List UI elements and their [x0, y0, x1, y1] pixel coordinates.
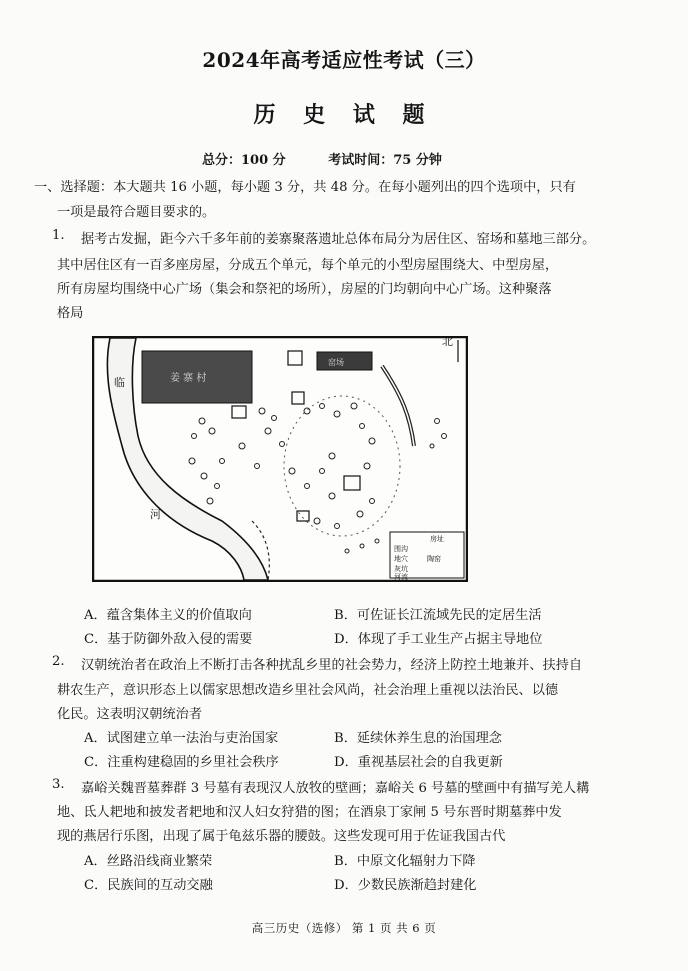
question-3-option-a: A．丝路沿线商业繁荣 [84, 854, 213, 869]
legend-ditch: 围沟 [394, 545, 408, 553]
exam-meta [202, 149, 442, 168]
question-2-option-d: D．重视基层社会的自我更新 [334, 755, 503, 770]
question-3-option-c: C．民族间的互动交融 [84, 878, 213, 893]
kiln-block [317, 352, 372, 370]
question-3-line: 嘉峪关魏晋墓葬群 3 号墓有表现汉人放牧的壁画；嘉峪关 6 号墓的壁画中有描写羌人耩 [81, 781, 590, 796]
jiangzhai-settlement-map [92, 336, 468, 582]
question-1-option-d: D．体现了手工业生产占据主导地位 [334, 632, 543, 647]
legend-house: 房址 [430, 535, 444, 543]
page-footer: 高三历史（选修） 第 1 页 共 6 页 [251, 921, 437, 935]
map-river-label: 临 [114, 376, 125, 389]
question-3-line: 地、氐人耙地和披发者耙地和汉人妇女狩猎的图；在酒泉丁家闸 5 号东晋时期墓葬中发 [57, 805, 562, 820]
question-1-line: 所有房屋均围绕中心广场（集会和祭祀的场所），房屋的门均朝向中心广场。这种聚落 [57, 282, 552, 297]
legend-kiln: 陶窑 [427, 555, 441, 563]
question-2-line: 耕农生产，意识形态上以儒家思想改造乡里社会风尚，社会治理上重视以法治民、以德 [57, 683, 559, 698]
map-river-label: 河 [150, 508, 161, 521]
map-kiln-label: 窑场 [328, 358, 344, 367]
exam-title: 2024年高考适应性考试（三） [202, 48, 486, 72]
question-1-option-b: B．可佐证长江流域先民的定居生活 [334, 608, 542, 623]
map-north-label: 北 [442, 336, 453, 348]
question-1-line: 格局 [57, 306, 84, 321]
total-score: 总分：100 分 [202, 153, 286, 168]
question-2-number: 2. [52, 654, 65, 669]
section-instructions-line1: 一、选择题：本大题共 16 小题，每小题 3 分，共 48 分。在每小题列出的四个选项中，只有 [34, 180, 576, 195]
legend-river: 河流 [394, 573, 408, 581]
question-1-option-c: C．基于防御外敌入侵的需要 [84, 632, 253, 647]
question-2-line: 化民。这表明汉朝统治者 [57, 707, 203, 722]
question-1-number: 1. [52, 228, 65, 243]
question-3-line: 现的燕居行乐图，出现了属于龟兹乐器的腰鼓。这些发现可用于佐证我国古代 [57, 829, 506, 844]
section-instructions-line2: 一项是最符合题目要求的。 [57, 205, 216, 220]
question-2-option-c: C．注重构建稳固的乡里社会秩序 [84, 755, 279, 770]
subject-title: 历 史 试 题 [253, 102, 435, 128]
exam-time: 考试时间：75 分钟 [328, 153, 442, 168]
question-2-line: 汉朝统治者在政治上不断打击各种扰乱乡里的社会势力，经济上防控土地兼并、扶持自 [81, 658, 583, 673]
question-3-number: 3. [52, 777, 65, 792]
question-1-option-a: A．蕴含集体主义的价值取向 [84, 608, 252, 623]
question-2-option-b: B．延续休养生息的治国理念 [334, 731, 502, 746]
map-village-label: 姜 寨 村 [170, 373, 207, 384]
question-1-line: 据考古发掘，距今六千多年前的姜寨聚落遗址总体布局分为居住区、窑场和墓地三部分。 [81, 232, 596, 247]
question-3-option-b: B．中原文化辐射力下降 [334, 854, 476, 869]
legend-tomb: 地穴 [394, 555, 408, 563]
legend-pit: 灰坑 [394, 565, 408, 573]
question-2-option-a: A．试图建立单一法治与吏治国家 [84, 731, 279, 746]
question-1-line: 其中居住区有一百多座房屋，分成五个单元，每个单元的小型房屋围绕大、中型房屋， [57, 258, 559, 273]
question-3-option-d: D．少数民族渐趋封建化 [334, 878, 477, 893]
